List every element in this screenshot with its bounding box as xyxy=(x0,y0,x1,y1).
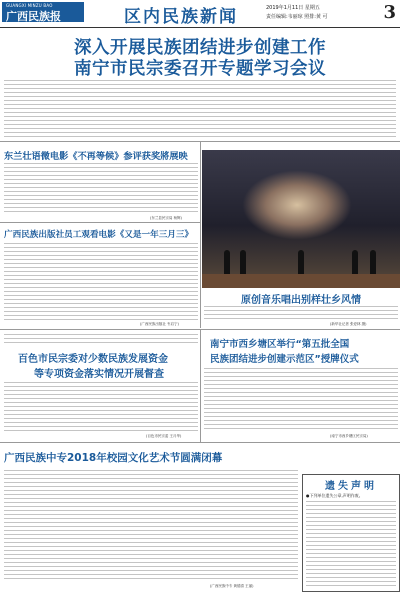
performer xyxy=(224,250,230,276)
page-number: 3 xyxy=(383,2,396,23)
article-credit-4: (百色市民宗委 王月华) xyxy=(146,434,182,438)
photo-caption-body xyxy=(204,306,398,320)
main-headline-line2: 南宁市民宗委召开专题学习会议 xyxy=(74,59,326,79)
article-body-0 xyxy=(4,334,198,346)
concert-photo xyxy=(202,150,400,288)
main-headline-line1: 深入开展民族团结进步创建工作 xyxy=(74,38,326,58)
article-title-4b: 等专项资金落实情况开展督查 xyxy=(34,369,164,380)
column-divider xyxy=(200,142,201,328)
article-credit-1: (东兰县民宗局 杨辉) xyxy=(150,216,182,220)
article-body-5 xyxy=(4,470,298,582)
lead-story-body xyxy=(4,80,396,138)
photo-caption: 原创音乐唱出别样壮乡风情 xyxy=(241,295,361,306)
article-body-4 xyxy=(4,382,198,432)
lost-notice-box xyxy=(302,474,400,592)
logo-pinyin: GUANGXI MINZU BAO xyxy=(6,3,53,8)
section-title: 区内民族新闻 xyxy=(124,7,238,27)
article-title-1: 东兰壮语微电影《不再等候》参评获奖將展映 xyxy=(4,151,188,162)
article-body-1 xyxy=(4,163,198,215)
photo-credit: (新华社记者 张爱林 摄) xyxy=(330,322,367,326)
article-title-2: 广西民族出版社员工观看电影《又是一年三月三》 xyxy=(4,230,194,240)
article-title-4a: 百色市民宗委对少数民族发展资金 xyxy=(18,354,168,365)
article-credit-5: (广西民族中专 黄德清 王丽) xyxy=(210,584,254,588)
masthead xyxy=(0,0,400,28)
performer xyxy=(298,250,304,276)
article-credit-2: (广西民族出版社 韦启宁) xyxy=(140,322,179,326)
issue-date: 2019年1月11日 星期五 xyxy=(266,5,320,11)
article-title-3b: 民族团结进步创建示范区”授牌仪式 xyxy=(210,354,359,365)
article-credit-3: (南宁市西乡塘区民宗局) xyxy=(330,434,368,438)
notice-title: 遗失声明 xyxy=(325,481,377,492)
performer xyxy=(352,250,358,276)
stage-floor xyxy=(202,274,400,288)
column-divider xyxy=(200,330,201,442)
divider xyxy=(0,222,200,223)
performer xyxy=(370,250,376,276)
performer xyxy=(240,250,246,276)
editor-credit: 责任编辑:韦丽琼 照排:黄 可 xyxy=(266,14,328,20)
article-title-3a: 南宁市西乡塘区举行“第五批全国 xyxy=(210,339,350,350)
newspaper-logo xyxy=(2,2,84,22)
divider xyxy=(0,442,400,443)
stage-light xyxy=(242,170,352,240)
article-title-5: 广西民族中专2018年校园文化艺术节圆满闭幕 xyxy=(4,452,223,464)
article-body-2 xyxy=(4,243,198,321)
article-body-3 xyxy=(204,368,398,432)
notice-subtitle: ●下列单位遗失公章,声明作废。 xyxy=(306,493,363,498)
notice-body xyxy=(306,501,396,589)
logo-title: 广西民族报 xyxy=(6,10,61,23)
